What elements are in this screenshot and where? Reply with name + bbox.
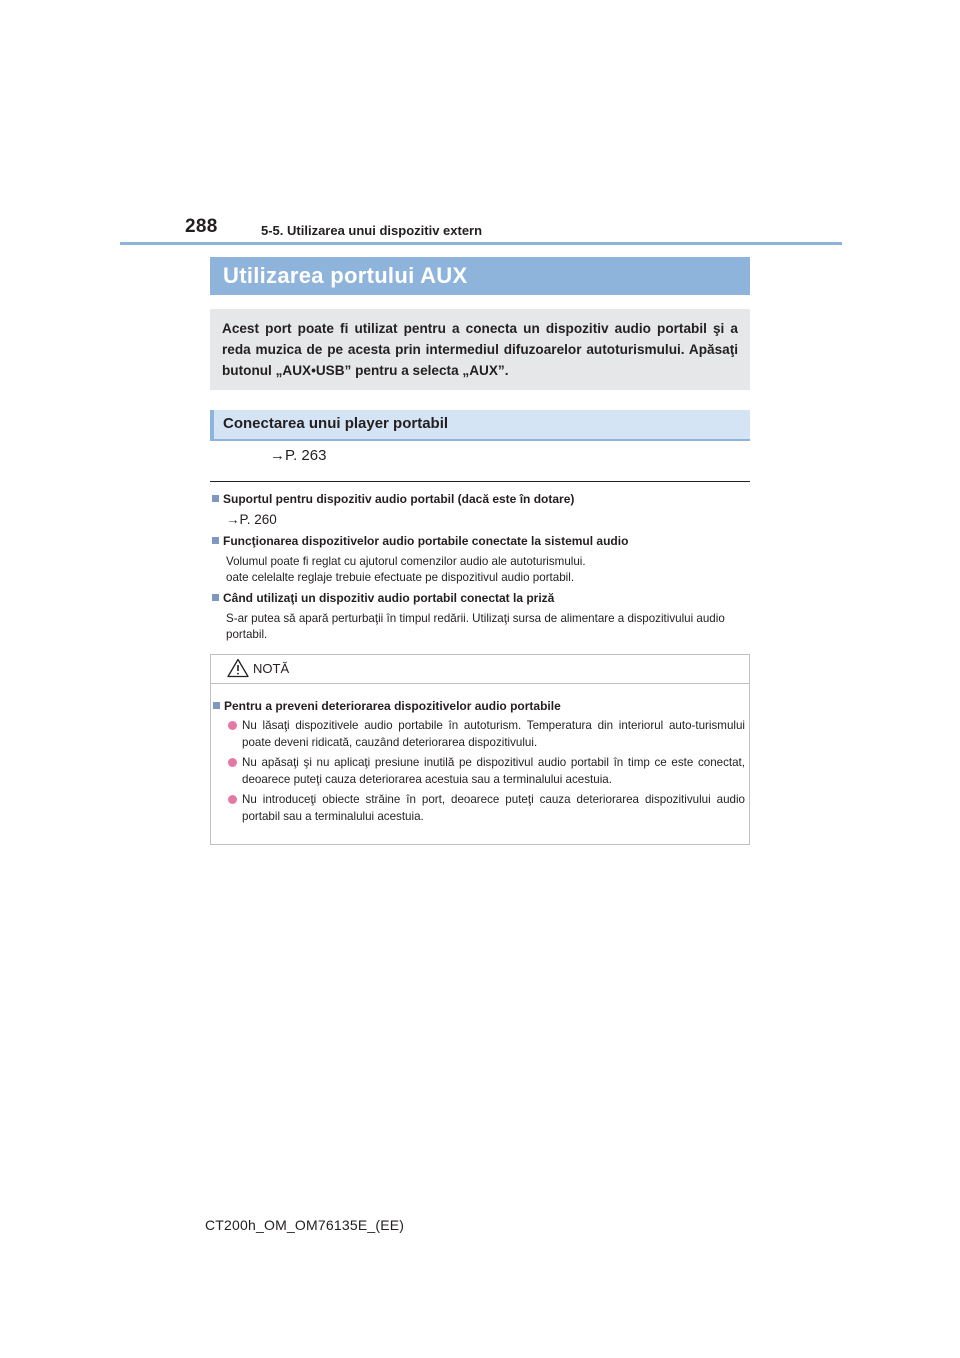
header-divider [120, 242, 842, 245]
square-bullet-icon [212, 594, 219, 601]
bullet-dot-icon [228, 721, 237, 730]
note-heading-functioning [212, 534, 628, 548]
subsection-stripe [210, 410, 214, 439]
page-title: Utilizarea portului AUX [223, 263, 468, 288]
bullet-dot-icon [228, 758, 237, 767]
square-bullet-icon [212, 537, 219, 544]
caution-bullet-text: Nu apăsaţi şi nu aplicaţi presiune inutilă pe dispozitivul audio portabil în timp ce este conectat, deoarece puteţi cauza deteriorarea acestuia sau a terminalului acestuia. [242, 756, 745, 786]
square-bullet-icon [213, 702, 220, 709]
caution-bullet-text: Nu lăsaţi dispozitivele audio portabile în autoturism. Temperatura din interiorul auto-turismului poate deveni ridicată, cauzând deteriorarea dispozitivului. [242, 719, 745, 749]
square-bullet-icon [212, 495, 219, 502]
page-title-bar [210, 257, 750, 295]
subsection-header [210, 410, 750, 441]
page-number: 288 [185, 216, 218, 237]
section-title: 5-5. Utilizarea unui dispozitiv extern [261, 223, 483, 238]
note-heading: Funcţionarea dispozitivelor audio portabile conectate la sistemul audio [223, 534, 629, 548]
subsection-title: Conectarea unui player portabil [223, 415, 449, 432]
caution-bullet [228, 791, 745, 825]
note-heading-holder [212, 492, 574, 506]
caution-heading-text: Pentru a preveni deteriorarea dispozitivelor audio portabile [224, 699, 561, 713]
note-heading: Suportul pentru dispozitiv audio portabil (dacă este în dotare) [223, 492, 575, 506]
intro-text: Acest port poate fi utilizat pentru a conecta un dispozitiv audio portabil şi a reda muzica de pe acesta prin intermediul difuzoarelor autoturismului. Apăsaţi butonul „AUX•USB” pentru a selecta „AUX”. [222, 321, 738, 378]
caution-box [210, 654, 750, 845]
caution-bullet [228, 754, 745, 788]
warning-triangle-icon [227, 658, 249, 678]
caution-header [211, 655, 749, 684]
note-body-functioning: Volumul poate fi reglat cu ajutorul comenzilor audio ale autoturismului. oate celelalte reglaje trebuie efectuate pe dispozitivul audio portabil. [226, 555, 586, 584]
note-page-reference: →P. 260 [226, 512, 277, 527]
bullet-dot-icon [228, 795, 237, 804]
note-heading-outlet [212, 591, 554, 605]
document-code-footer: CT200h_OM_OM76135E_(EE) [205, 1217, 405, 1233]
caution-label: NOTĂ [253, 661, 290, 676]
subsection-page-reference: →P. 263 [270, 447, 327, 464]
caution-bullet-text: Nu introduceţi obiecte străine în port, deoarece puteţi cauza deteriorarea dispozitivului audio portabil sau a terminalului acestuia. [242, 793, 745, 823]
caution-bullet [228, 717, 745, 751]
section-divider [210, 481, 750, 482]
caution-heading [213, 699, 561, 713]
note-body-outlet: S-ar putea să apară perturbaţii în timpul redării. Utilizaţi sursa de alimentare a dispozitivului audio portabil. [226, 612, 725, 641]
intro-box [210, 309, 750, 390]
note-heading: Când utilizaţi un dispozitiv audio portabil conectat la priză [223, 591, 555, 605]
